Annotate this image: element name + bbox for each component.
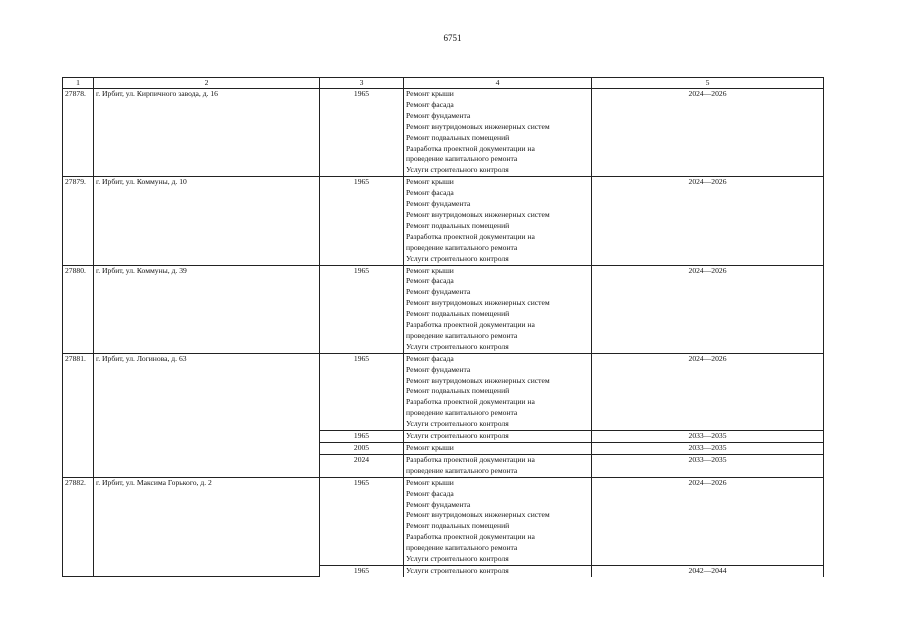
work-item: проведение капитального ремонта	[406, 408, 518, 418]
work-item: Ремонт подвальных помещений	[406, 220, 510, 230]
row-number: 27879.	[63, 177, 94, 265]
row-number: 27878.	[63, 89, 94, 177]
address-cell: г. Ирбит, ул. Максима Горького, д. 2	[94, 477, 320, 577]
period-cell: 2033—2035	[592, 454, 824, 477]
year-cell: 1965	[320, 89, 404, 177]
year-cell: 1965	[320, 353, 404, 430]
column-number-row	[63, 78, 824, 89]
work-item: Ремонт подвальных помещений	[406, 132, 510, 142]
table-row	[63, 265, 824, 353]
table-row	[63, 477, 824, 565]
period-cell: 2024—2026	[592, 177, 824, 265]
row-number: 27880.	[63, 265, 94, 353]
table-row	[63, 177, 824, 265]
work-item: Разработка проектной документации на	[406, 231, 535, 241]
table-body	[63, 89, 824, 577]
work-item: Ремонт фундамента	[406, 110, 471, 120]
work-item: Ремонт крыши	[406, 265, 454, 275]
work-item: Услуги строительного контроля	[406, 431, 509, 441]
work-item: Услуги строительного контроля	[406, 165, 509, 175]
work-item: Ремонт внутридомовых инженерных систем	[406, 209, 550, 219]
row-number: 27882.	[63, 477, 94, 577]
period-cell: 2033—2035	[592, 431, 824, 443]
column-number-2: 2	[94, 78, 320, 89]
work-item: Ремонт фасада	[406, 276, 454, 286]
work-item: Ремонт фундамента	[406, 199, 471, 209]
work-item: Ремонт внутридомовых инженерных систем	[406, 510, 550, 520]
work-item: Услуги строительного контроля	[406, 554, 509, 564]
year-cell: 1965	[320, 177, 404, 265]
works-cell	[404, 177, 592, 265]
year-cell: 1965	[320, 431, 404, 443]
table-row	[63, 89, 824, 177]
work-item: проведение капитального ремонта	[406, 154, 518, 164]
work-item: Ремонт подвальных помещений	[406, 309, 510, 319]
page-number: 6751	[443, 33, 462, 43]
year-cell: 1965	[320, 477, 404, 565]
works-cell	[404, 431, 592, 443]
year-cell: 2005	[320, 443, 404, 455]
period-cell: 2033—2035	[592, 443, 824, 455]
work-item: Разработка проектной документации на	[406, 397, 535, 407]
work-item: Разработка проектной документации на	[406, 143, 535, 153]
column-number-3: 3	[320, 78, 404, 89]
column-number-4: 4	[404, 78, 592, 89]
work-item: Ремонт фасада	[406, 188, 454, 198]
work-item: Ремонт фасада	[406, 353, 454, 363]
work-item: Ремонт внутридомовых инженерных систем	[406, 375, 550, 385]
row-number: 27881.	[63, 353, 94, 477]
works-cell	[404, 454, 592, 477]
works-cell	[404, 265, 592, 353]
period-cell: 2024—2026	[592, 265, 824, 353]
address-cell: г. Ирбит, ул. Коммуны, д. 10	[94, 177, 320, 265]
work-item: Ремонт фундамента	[406, 287, 471, 297]
works-cell	[404, 565, 592, 576]
work-item: Ремонт крыши	[406, 443, 454, 452]
work-item: Ремонт крыши	[406, 177, 454, 187]
work-item: Ремонт подвальных помещений	[406, 521, 510, 531]
work-item: Ремонт фундамента	[406, 364, 471, 374]
year-cell: 1965	[320, 265, 404, 353]
work-item: Услуги строительного контроля	[406, 253, 509, 263]
table-row	[63, 353, 824, 430]
works-cell	[404, 89, 592, 177]
period-cell: 2024—2026	[592, 89, 824, 177]
period-cell: 2024—2026	[592, 353, 824, 430]
year-cell: 2024	[320, 454, 404, 477]
work-item: Ремонт крыши	[406, 89, 454, 98]
work-item: проведение капитального ремонта	[406, 330, 518, 340]
works-cell	[404, 443, 592, 455]
column-number-5: 5	[592, 78, 824, 89]
address-cell: г. Ирбит, ул. Коммуны, д. 39	[94, 265, 320, 353]
period-cell: 2042—2044	[592, 565, 824, 576]
work-item: проведение капитального ремонта	[406, 242, 518, 252]
work-item: Ремонт фасада	[406, 488, 454, 498]
period-cell: 2024—2026	[592, 477, 824, 565]
works-cell	[404, 477, 592, 565]
work-item: Услуги строительного контроля	[406, 341, 509, 351]
work-item: Ремонт фундамента	[406, 499, 471, 509]
work-item: Ремонт внутридомовых инженерных систем	[406, 298, 550, 308]
work-item: Услуги строительного контроля	[406, 419, 509, 429]
address-cell: г. Ирбит, ул. Логинова, д. 63	[94, 353, 320, 477]
column-number-1: 1	[63, 78, 94, 89]
work-item: Ремонт внутридомовых инженерных систем	[406, 121, 550, 131]
work-item: Ремонт подвальных помещений	[406, 386, 510, 396]
address-cell: г. Ирбит, ул. Кирпичного завода, д. 16	[94, 89, 320, 177]
work-item: Разработка проектной документации на	[406, 320, 535, 330]
work-item: Разработка проектной документации на	[406, 454, 535, 464]
work-item: проведение капитального ремонта	[406, 465, 518, 475]
capital-repair-table	[62, 77, 824, 577]
work-item: Ремонт фасада	[406, 99, 454, 109]
work-item: проведение капитального ремонта	[406, 543, 518, 553]
works-cell	[404, 353, 592, 430]
work-item: Ремонт крыши	[406, 477, 454, 487]
work-item: Разработка проектной документации на	[406, 532, 535, 542]
work-item: Услуги строительного контроля	[406, 565, 509, 575]
year-cell: 1965	[320, 565, 404, 576]
